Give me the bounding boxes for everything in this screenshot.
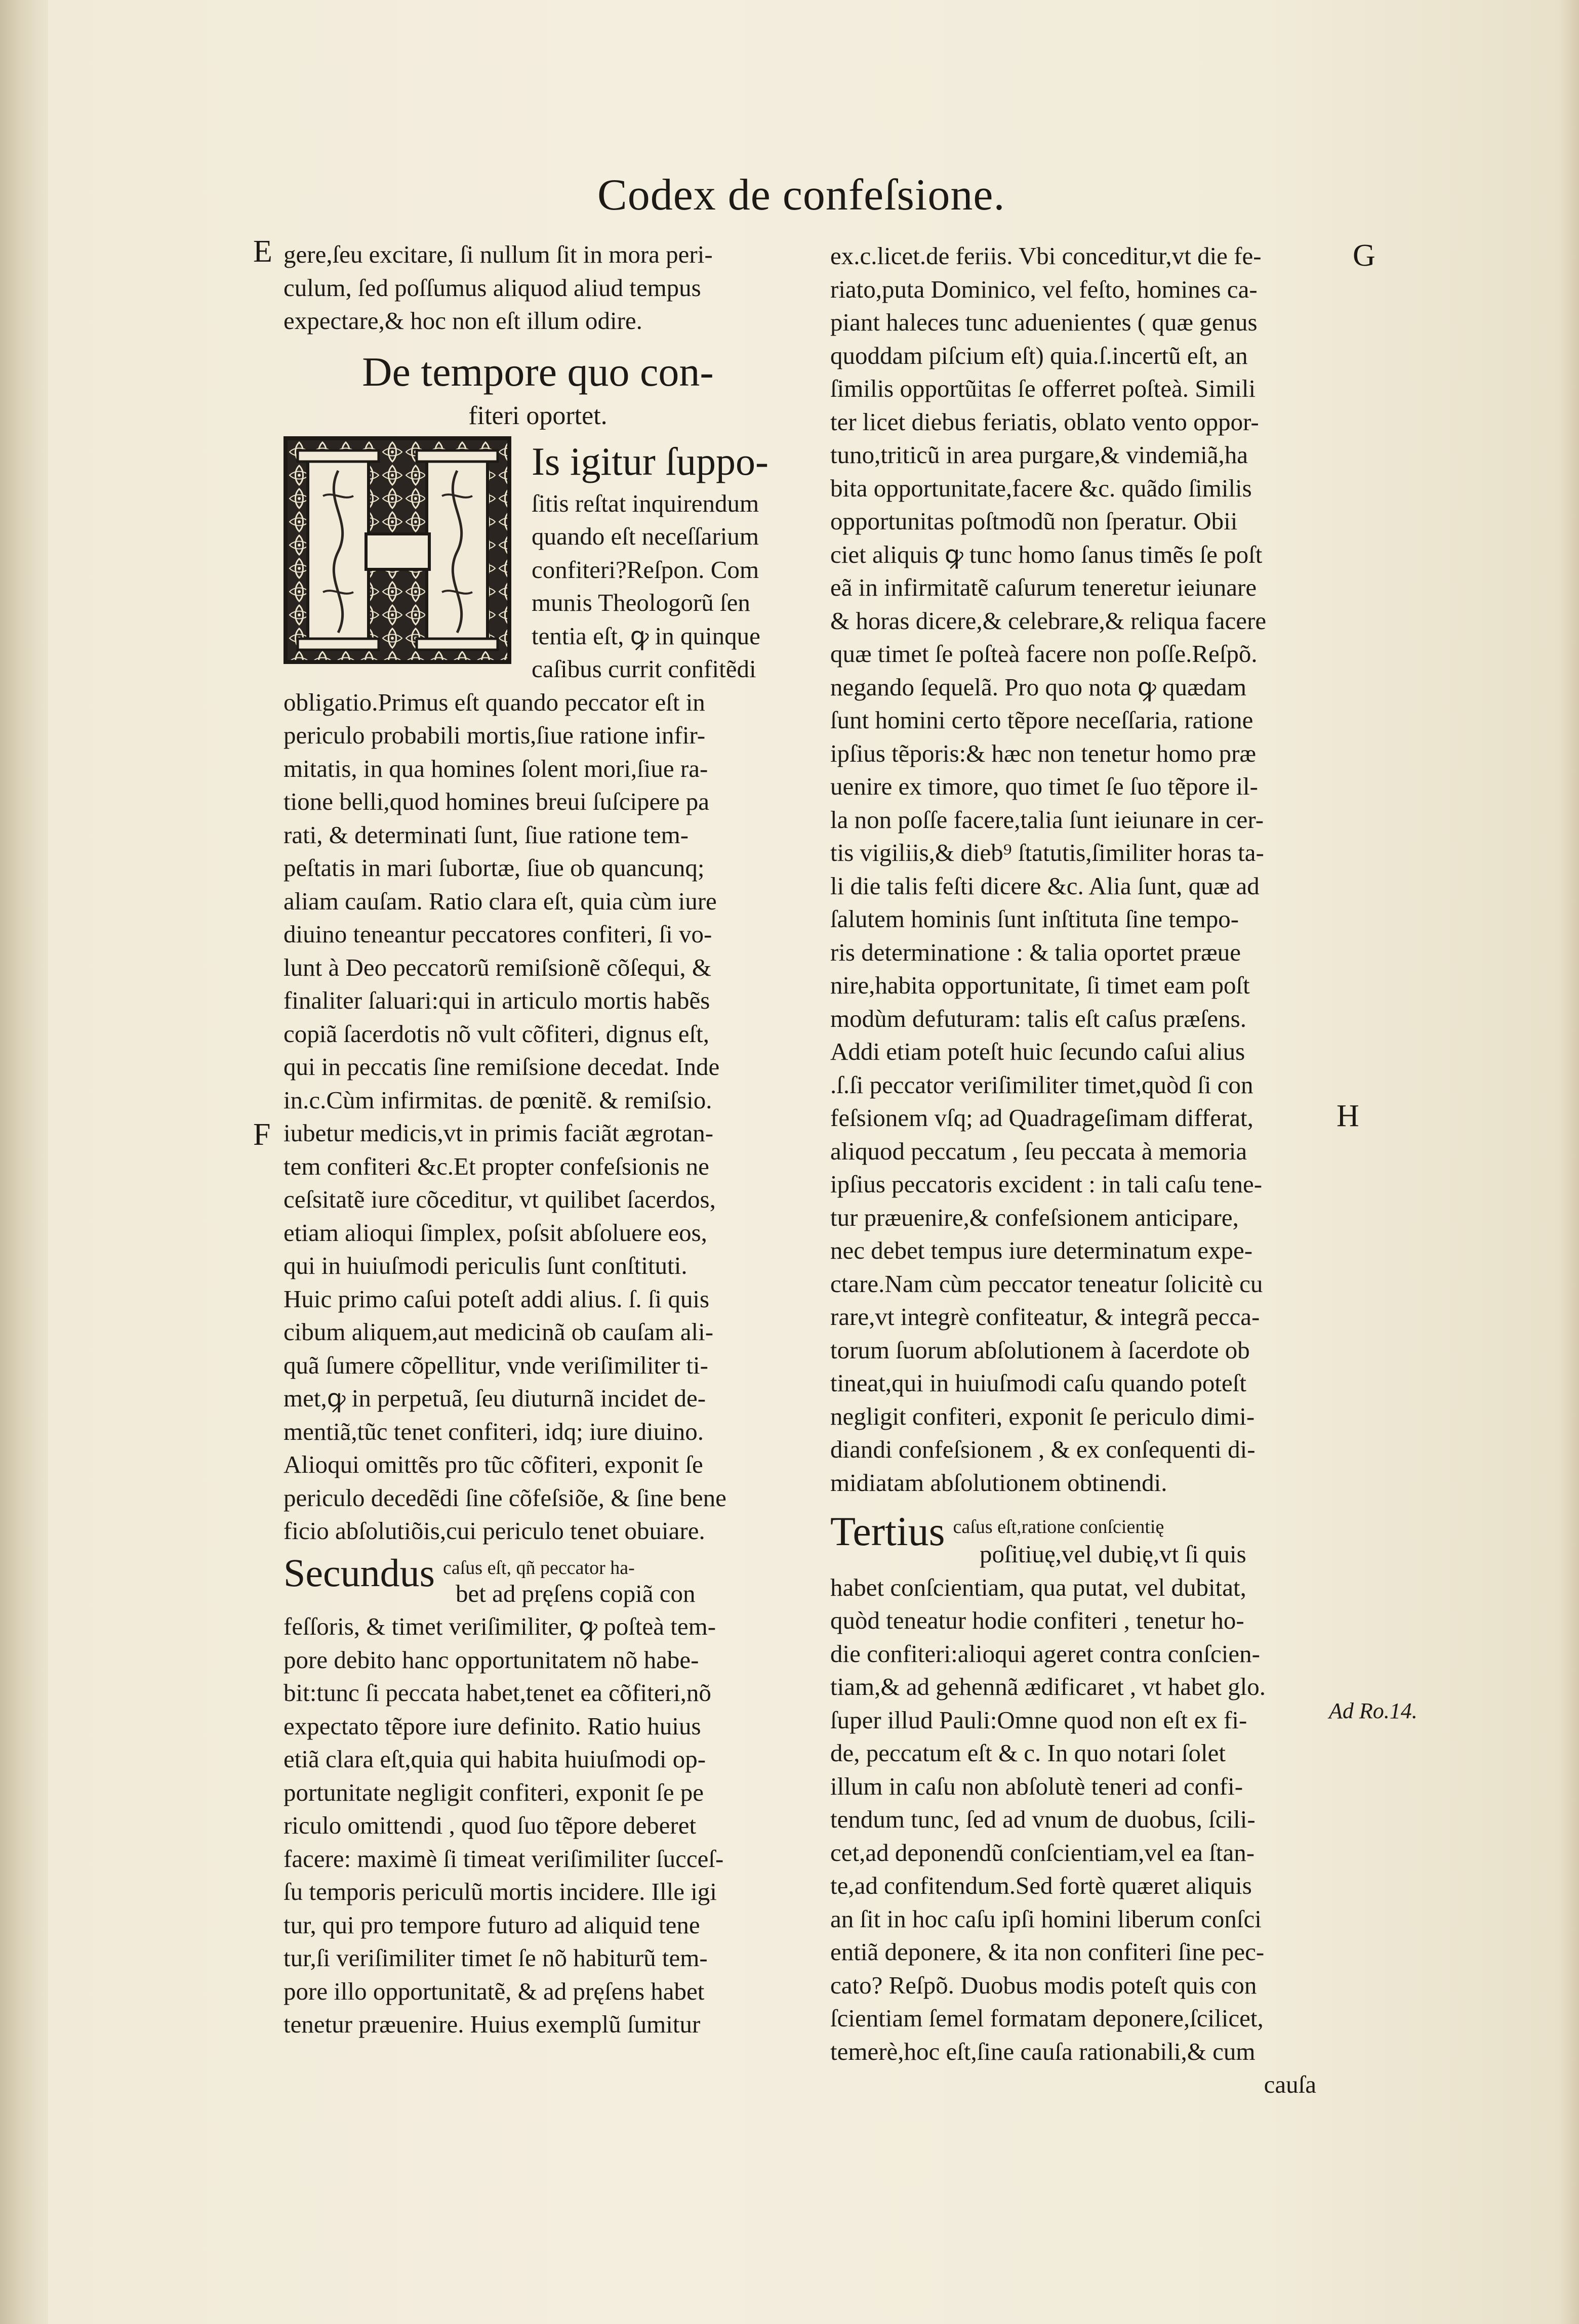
text-line: tuno,triticũ in area purgare,& vindemiã,ha <box>830 441 1248 469</box>
text-line: ficio abſolutiõis,cui periculo tenet obuiare. <box>284 1517 705 1545</box>
initial-text-line: quando eſt neceſſarium <box>532 522 759 550</box>
text-line: qui in huiuſmodi periculis ſunt conſtituti. <box>284 1252 687 1279</box>
text-line: rare,vt integrè confiteatur, & integrã pecca- <box>830 1303 1260 1331</box>
text-line: ſuper illud Pauli:Omne quod non eſt ex fi- <box>830 1706 1247 1734</box>
left-body-2 <box>284 1610 792 2041</box>
text-line: negligit confiteri, exponit ſe periculo dimi- <box>830 1402 1255 1430</box>
text-line: feſſoris, & timet veriſimiliter, ꝙ poſteà tem- <box>284 1612 716 1640</box>
margin-note: Ad Ro.14. <box>1329 1698 1418 1723</box>
tertius-sup: caſus eſt,ratione conſcientię <box>953 1516 1164 1538</box>
text-line: Huic primo caſui poteſt addi alius. ſ. ſi quis <box>284 1284 710 1313</box>
text-line: midiatam abſolutionem obtinendi. <box>830 1468 1167 1497</box>
text-line: bit:tunc ſi peccata habet,tenet ea cõfiteri,nõ <box>284 1679 711 1707</box>
secundus-line-2: bet ad pręſens copiã con <box>456 1579 696 1607</box>
text-line: entiã deponere, & ita non confiteri ſine pec- <box>830 1938 1265 1966</box>
text-line: culum, ſed poſſumus aliquod aliud tempus <box>284 273 701 302</box>
text-line: cet,ad deponendũ conſcientiam,vel ea ſtan- <box>830 1838 1255 1866</box>
section-heading: De tempore quo con- <box>362 348 714 395</box>
text-line: tur præuenire,& confeſsionem anticipare, <box>830 1203 1239 1231</box>
text-line: quã ſumere cõpellitur, vnde veriſimiliter ti- <box>284 1351 708 1379</box>
text-line: ſcientiam ſemel formatam deponere,ſcilicet, <box>830 2004 1264 2032</box>
text-line: periculo decedẽdi ſine cõfeſsiõe, & ſine bene <box>284 1483 726 1512</box>
text-line: expectato tẽpore iure definito. Ratio huius <box>284 1712 701 1740</box>
catchword: cauſa <box>1264 2070 1316 2098</box>
initial-text-line: confiteri?Reſpon. Com <box>532 555 759 584</box>
decorated-initial-h <box>284 436 511 664</box>
tertius-word: Tertius <box>830 1508 945 1548</box>
initial-text-line: tentia eſt, ꝙ in quinque <box>532 621 760 650</box>
text-line: tenetur præuenire. Huius exemplũ ſumitur <box>284 2010 701 2038</box>
running-title: Codex de confeſsione. <box>597 171 1005 220</box>
text-line: cato? Reſpõ. Duobus modis poteſt quis con <box>830 1971 1257 1999</box>
initial-block <box>284 436 792 686</box>
text-line: quòd teneatur hodie confiteri , tenetur ho- <box>830 1606 1244 1634</box>
text-line: tur,ſi veriſimiliter timet ſe nõ habiturũ tem- <box>284 1944 708 1972</box>
text-line: temerè,hoc eſt,ſine cauſa rationabili,& cum <box>830 2037 1256 2065</box>
left-column <box>284 238 792 2041</box>
text-line: rati, & determinati ſunt, ſiue ratione tem- <box>284 820 689 849</box>
text-line: bita opportunitate,facere &c. quãdo ſimilis <box>830 474 1252 502</box>
initial-text-line: ſitis reſtat inquirendum <box>532 489 759 517</box>
text-line: ſimilis opportũitas ſe offerret poſteà. Simili <box>830 375 1256 402</box>
text-line: obligatio.Primus eſt quando peccator eſt in <box>284 688 705 716</box>
text-line: ex.c.licet.de feriis. Vbi conceditur,vt die fe- <box>830 242 1262 270</box>
margin-letter-g: G <box>1353 238 1375 273</box>
left-body <box>284 686 792 1548</box>
initial-text-line: munis Theologorũ ſen <box>532 589 750 616</box>
text-line: qui in peccatis ſine remiſsione decedat. Inde <box>284 1053 720 1081</box>
page-edge-shadow <box>1559 0 1579 2324</box>
text-line: ciet aliquis ꝙ tunc homo ſanus timẽs ſe poſt <box>830 540 1263 568</box>
text-line: illum in caſu non abſolutè teneri ad confi- <box>830 1772 1243 1800</box>
text-line: habet conſcientiam, qua putat, vel dubitat, <box>830 1573 1246 1601</box>
text-line: iubetur medicis,vt in primis faciãt ægrotan- <box>284 1119 714 1147</box>
text-line: torum ſuorum abſolutionem à ſacerdote ob <box>830 1336 1250 1364</box>
text-line: etiam alioqui ſimplex, poſsit abſoluere eos, <box>284 1218 707 1247</box>
secundus-sup: caſus eſt, qñ peccator ha- <box>442 1557 635 1579</box>
right-body-1 <box>830 239 1337 1499</box>
text-line: gere,ſeu excitare, ſi nullum ſit in mora peri- <box>284 240 713 268</box>
text-line: ſalutem hominis ſunt inſtituta ſine tempo- <box>830 905 1239 933</box>
text-line: & horas dicere,& celebrare,& reliqua facere <box>830 606 1267 635</box>
text-line: tione belli,quod homines breui ſuſcipere pa <box>284 787 709 815</box>
text-line: riculo omittendi , quod ſuo tẽpore deberet <box>284 1811 697 1839</box>
text-line: diandi confeſsionem , & ex conſequenti di- <box>830 1435 1256 1463</box>
text-line: die confiteri:alioqui ageret contra conſcien- <box>830 1639 1260 1668</box>
text-line: mitatis, in qua homines ſolent mori,ſiue ra- <box>284 754 708 782</box>
text-line: negando ſequelã. Pro quo nota ꝙ quædam <box>830 673 1246 701</box>
margin-letter-h: H <box>1337 1099 1359 1133</box>
text-line: aliam cauſam. Ratio clara eſt, quia cùm iure <box>284 887 717 915</box>
text-line: etiã clara eſt,quia qui habita huiuſmodi op- <box>284 1745 706 1773</box>
text-line: ter licet diebus feriatis, oblato vento oppor- <box>830 407 1259 436</box>
text-line: tur, qui pro tempore futuro ad aliquid tene <box>284 1911 700 1939</box>
text-line: finaliter ſaluari:qui in articulo mortis habẽs <box>284 986 710 1014</box>
text-line: an ſit in hoc caſu ipſi homini liberum conſci <box>830 1904 1262 1933</box>
text-line: nire,habita opportunitate, ſi timet eam poſt <box>830 971 1250 999</box>
right-body-2 <box>830 1571 1337 2068</box>
text-line: portunitate negligit confiteri, exponit ſe pe <box>284 1778 704 1806</box>
text-line: ceſsitatẽ iure cõceditur, vt quilibet ſacerdos, <box>284 1185 716 1213</box>
text-line: tem confiteri &c.Et propter confeſsionis ne <box>284 1152 709 1180</box>
text-line: mentiã,tũc tenet confiteri, idq; iure diuino. <box>284 1417 704 1445</box>
text-line: eã in infirmitatẽ caſurum teneretur ieiunare <box>830 573 1257 601</box>
text-line: piant haleces tunc aduenientes ( quæ genus <box>830 308 1258 336</box>
tertius-line-2: poſitiuę,vel dubię,vt ſi quis <box>980 1540 1246 1568</box>
text-line: .ſ.ſi peccator veriſimiliter timet,quòd ſi con <box>830 1070 1253 1099</box>
text-line: feſsionem vſq; ad Quadrageſimam differat, <box>830 1104 1253 1132</box>
text-line: pore debito hanc opportunitatem nõ habe- <box>284 1645 699 1674</box>
initial-text-line: Is igitur ſuppo- <box>532 439 768 483</box>
margin-letter-f: F <box>253 1117 271 1152</box>
text-line: Addi etiam poteſt huic ſecundo caſui alius <box>830 1038 1245 1065</box>
secundus-word: Secundus <box>284 1550 435 1588</box>
text-line: opportunitas poſtmodũ non ſperatur. Obii <box>830 507 1238 535</box>
text-line: cibum aliquem,aut medicinã ob cauſam ali- <box>284 1318 714 1346</box>
text-line: aliquod peccatum , ſeu peccata à memoria <box>830 1137 1247 1165</box>
text-line: nec debet tempus iure determinatum expe- <box>830 1236 1253 1264</box>
text-line: quoddam piſcium eſt) quia.ſ.incertũ eſt, an <box>830 341 1248 369</box>
text-line: diuino teneantur peccatores confiteri, ſi vo- <box>284 920 712 948</box>
text-line: expectare,& hoc non eſt illum odire. <box>284 307 642 335</box>
text-line: lunt à Deo peccatorũ remiſsionẽ cõſequi, & <box>284 953 711 981</box>
text-line: Alioqui omittẽs pro tũc cõfiteri, exponit ſe <box>284 1450 703 1478</box>
text-line: riato,puta Dominico, vel feſto, homines ca- <box>830 275 1258 303</box>
margin-letter-e: E <box>253 234 272 269</box>
book-gutter <box>0 0 48 2324</box>
text-line: in.c.Cùm infirmitas. de pœnitẽ. & remiſsio. <box>284 1086 712 1114</box>
text-line: ipſius peccatoris excident : in tali caſu tene- <box>830 1170 1263 1198</box>
text-line: met,ꝙ in perpetuã, ſeu diuturnã incidet de- <box>284 1384 706 1412</box>
text-line: de, peccatum eſt & c. In quo notari ſolet <box>830 1739 1226 1767</box>
text-line: pore illo opportunitatẽ, & ad pręſens habet <box>284 1977 705 2005</box>
text-line: ris determinatione : & talia oportet præue <box>830 938 1241 966</box>
text-line: peſtatis in mari ſubortæ, ſiue ob quancunq; <box>284 854 705 882</box>
text-line: facere: maximè ſi timeat veriſimiliter ſucceſ- <box>284 1844 724 1873</box>
initial-text-line: caſibus currit confitẽdi <box>532 655 756 683</box>
text-line: quæ timet ſe poſteà facere non poſſe.Reſpõ. <box>830 640 1258 668</box>
text-line: copiã ſacerdotis nõ vult cõfiteri, dignus eſt, <box>284 1019 709 1048</box>
text-line: ctare.Nam cùm peccator teneatur ſolicitè cu <box>830 1269 1263 1298</box>
text-line: modùm defuturam: talis eſt caſus præſens. <box>830 1004 1246 1032</box>
text-line: la non poſſe facere,talia ſunt ieiunare in cer- <box>830 805 1264 834</box>
text-line: tineat,qui in huiuſmodi caſu quando poteſt <box>830 1369 1246 1397</box>
text-line: uenire ex timore, quo timet ſe ſuo tẽpore il- <box>830 772 1258 800</box>
text-line: ipſius tẽporis:& hæc non tenetur homo præ <box>830 739 1257 767</box>
section-subheading: fiteri oportet. <box>468 401 608 430</box>
text-line: periculo probabili mortis,ſiue ratione infir- <box>284 721 706 749</box>
text-line: tiam,& ad gehennã ædificaret , vt habet glo. <box>830 1673 1266 1700</box>
text-line: tis vigiliis,& dieb⁹ ſtatutis,ſimiliter horas ta- <box>830 839 1264 866</box>
text-line: tendum tunc, ſed ad vnum de duobus, ſcili- <box>830 1805 1256 1833</box>
text-line: ſu temporis periculũ mortis incidere. Ille igi <box>284 1878 717 1905</box>
text-line: li die talis feſti dicere &c. Alia ſunt, quæ ad <box>830 872 1260 900</box>
right-column <box>830 239 1337 2101</box>
left-top-block <box>284 238 792 338</box>
text-line: te,ad confitendum.Sed fortè quæret aliquis <box>830 1872 1252 1899</box>
text-line: ſunt homini certo tẽpore neceſſaria, ratione <box>830 706 1253 734</box>
